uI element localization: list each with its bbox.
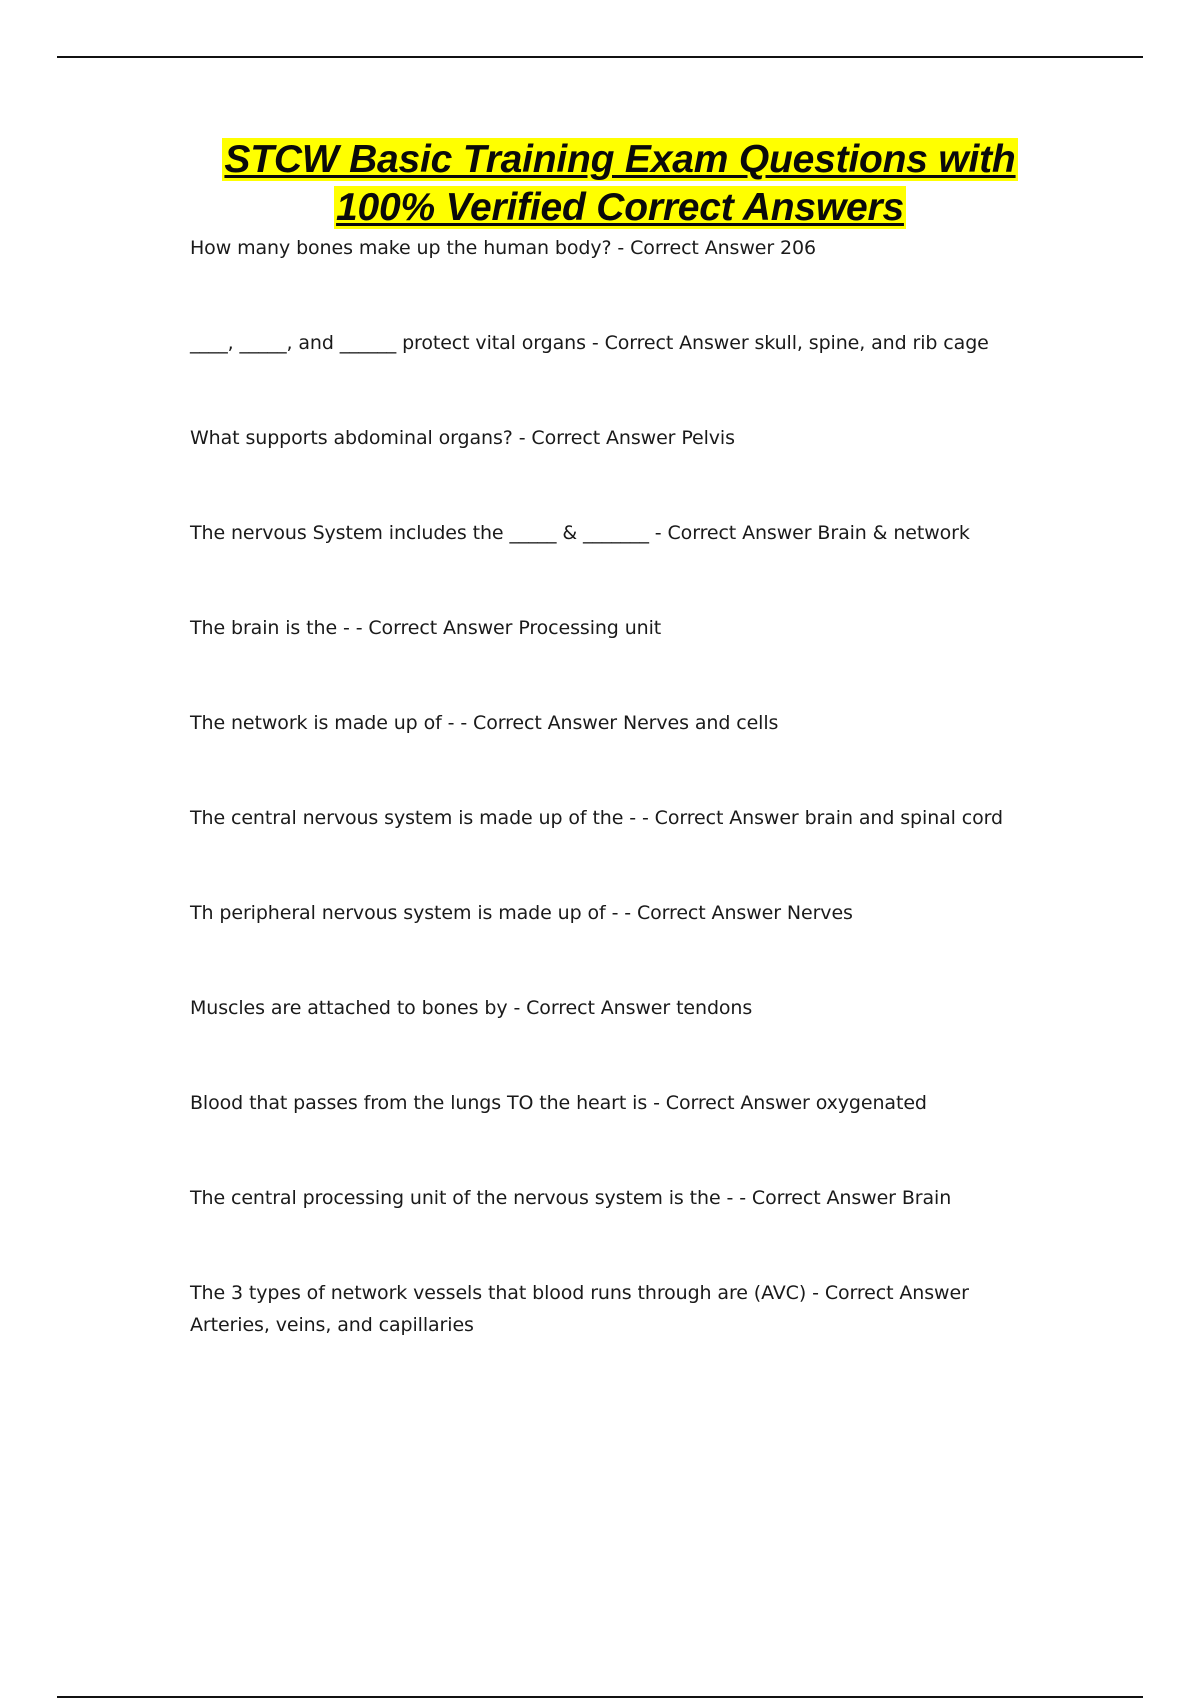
question-text: The central processing unit of the nervous system is the -	[190, 1187, 734, 1209]
answer-label: Correct Answer	[526, 997, 671, 1019]
qa-item	[190, 707, 1050, 802]
answer-text: 206	[780, 237, 817, 259]
title-line-2: 100% Verified Correct Answers	[336, 186, 904, 229]
qa-item	[190, 897, 1050, 992]
title-line-1: STCW Basic Training Exam Questions with	[224, 138, 1016, 181]
answer-text: Pelvis	[681, 427, 735, 449]
answer-text: brain and spinal cord	[804, 807, 1004, 829]
question-text: The brain is the -	[190, 617, 350, 639]
answer-text: tendons	[676, 997, 753, 1019]
qa-item	[190, 992, 1050, 1087]
qa-item	[190, 1087, 1050, 1182]
page-title	[180, 136, 1060, 232]
separator: -	[611, 237, 631, 259]
answer-label: Correct Answer	[604, 332, 749, 354]
separator: -	[618, 902, 637, 924]
separator: -	[512, 427, 532, 449]
answer-text: Brain	[901, 1187, 952, 1209]
question-text: The central nervous system is made up of the -	[190, 807, 637, 829]
top-divider	[57, 56, 1143, 58]
qa-item	[190, 1182, 1050, 1277]
bottom-divider	[57, 1696, 1143, 1698]
answer-label: Correct Answer	[630, 237, 775, 259]
question-text: ____, _____, and ______ protect vital organs	[190, 332, 586, 354]
qa-list	[190, 232, 1050, 1372]
separator: -	[636, 807, 655, 829]
answer-label: Correct Answer	[667, 522, 812, 544]
question-text: The 3 types of network vessels that blood runs through are (AVC)	[190, 1282, 807, 1304]
answer-label: Correct Answer	[636, 902, 781, 924]
answer-label: Correct Answer	[824, 1282, 969, 1304]
separator: -	[733, 1187, 752, 1209]
answer-text: Nerves	[786, 902, 853, 924]
separator: -	[507, 997, 527, 1019]
qa-item	[190, 517, 1050, 612]
answer-label: Correct Answer	[665, 1092, 810, 1114]
answer-label: Correct Answer	[531, 427, 676, 449]
separator: -	[806, 1282, 825, 1304]
answer-label: Correct Answer	[654, 807, 799, 829]
answer-text: Brain & network	[817, 522, 970, 544]
answer-text: Arteries, veins, and capillaries	[190, 1314, 474, 1336]
qa-item	[190, 802, 1050, 897]
separator: -	[349, 617, 369, 639]
answer-text: Nerves and cells	[622, 712, 779, 734]
question-text: Muscles are attached to bones by	[190, 997, 508, 1019]
question-text: The nervous System includes the _____ & _______	[190, 522, 649, 544]
question-text: Blood that passes from the lungs TO the heart is	[190, 1092, 648, 1114]
answer-text: oxygenated	[815, 1092, 927, 1114]
answer-label: Correct Answer	[473, 712, 617, 734]
answer-text: skull, spine, and rib cage	[754, 332, 989, 354]
answer-text: Processing unit	[518, 617, 662, 639]
question-text: The network is made up of -	[190, 712, 455, 734]
answer-label: Correct Answer	[751, 1187, 896, 1209]
separator: -	[585, 332, 605, 354]
qa-item	[190, 232, 1050, 327]
qa-item	[190, 327, 1050, 422]
qa-item	[190, 422, 1050, 517]
answer-label: Correct Answer	[368, 617, 513, 639]
separator: -	[648, 522, 668, 544]
qa-item	[190, 612, 1050, 707]
separator: -	[647, 1092, 666, 1114]
question-text: What supports abdominal organs?	[190, 427, 513, 449]
separator: -	[454, 712, 474, 734]
qa-item	[190, 1277, 1050, 1372]
question-text: Th peripheral nervous system is made up of -	[190, 902, 619, 924]
question-text: How many bones make up the human body?	[190, 237, 612, 259]
